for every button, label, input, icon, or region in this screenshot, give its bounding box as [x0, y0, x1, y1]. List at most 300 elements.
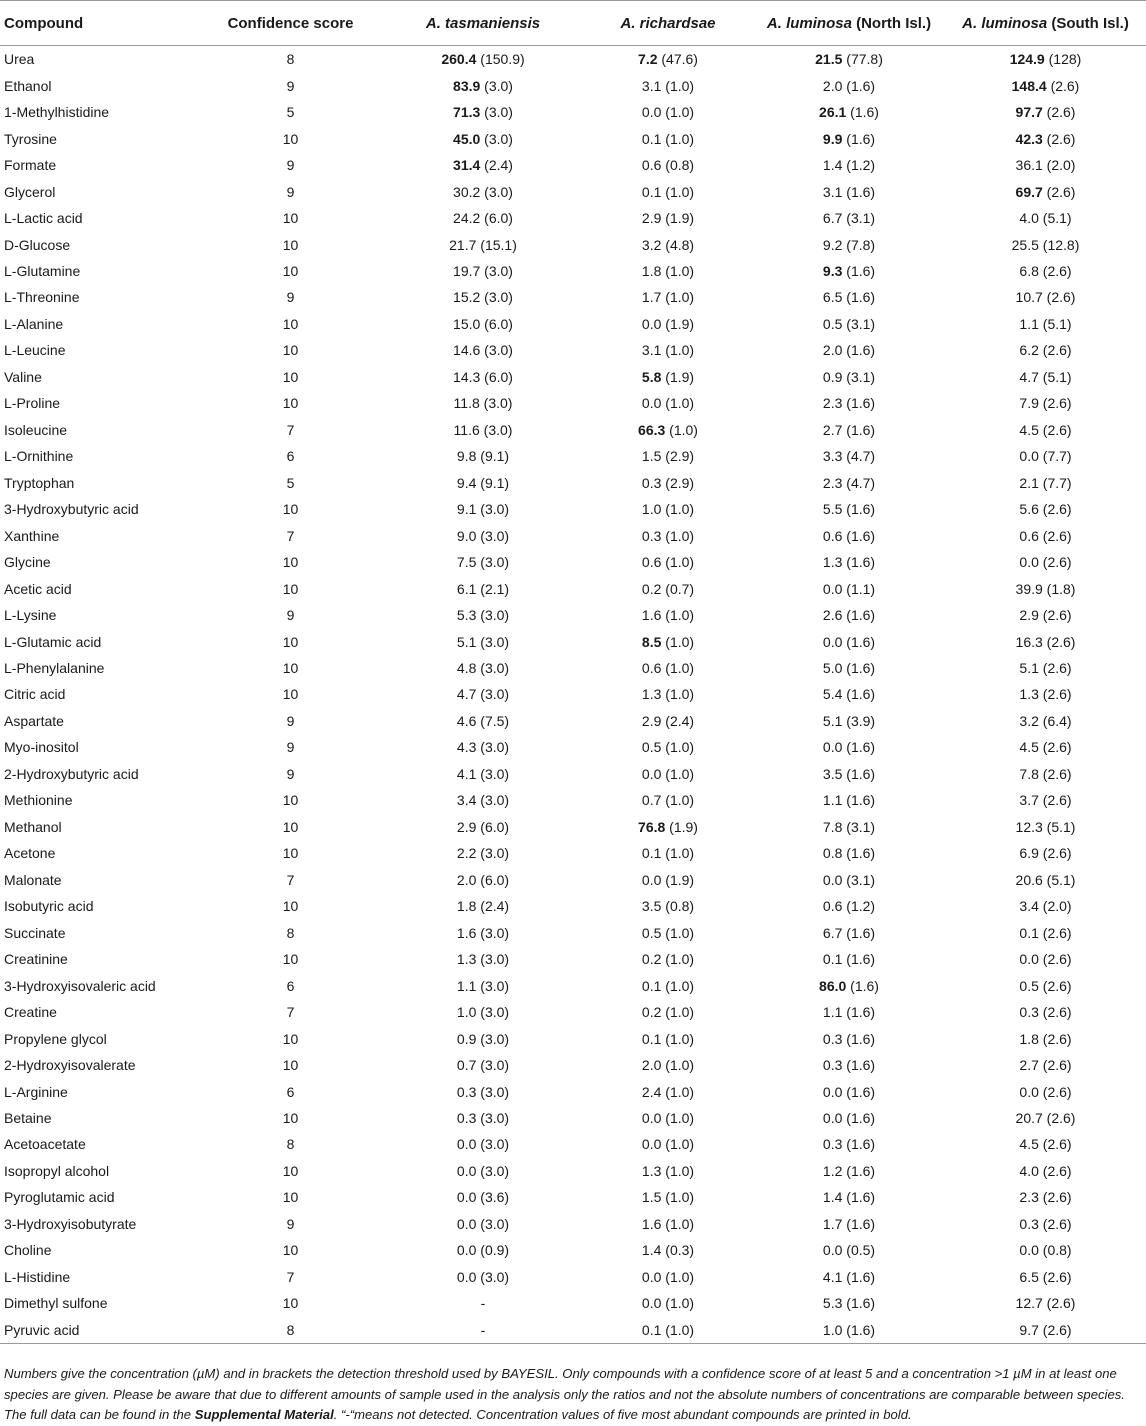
luminosa-north-value — [753, 893, 945, 919]
detection-threshold: (1.0) — [669, 421, 698, 438]
luminosa-south-value — [945, 946, 1146, 972]
compound-name: Tyrosine — [4, 130, 57, 147]
concentration: 0.1 — [1019, 924, 1039, 941]
luminosa-north-value — [753, 152, 945, 178]
header-compound: Compound — [0, 1, 198, 46]
concentration: 0.0 — [456, 1242, 477, 1259]
luminosa-south-value — [945, 417, 1146, 443]
detection-threshold: (2.6) — [1042, 792, 1072, 809]
concentration: 1.7 — [641, 289, 662, 306]
species-luminosa-south: A. luminosa — [962, 14, 1048, 32]
detection-threshold: (1.0) — [665, 1321, 695, 1338]
table-row — [0, 364, 1146, 390]
detection-threshold: (12.8) — [1042, 236, 1080, 253]
luminosa-south-value — [945, 1264, 1146, 1290]
detection-threshold: (128) — [1048, 51, 1082, 68]
detection-threshold: (5.1) — [1042, 210, 1072, 227]
luminosa-south-value — [945, 1078, 1146, 1104]
richardsae-value — [583, 1184, 753, 1210]
richardsae-value — [583, 390, 753, 416]
detection-threshold: (0.9) — [480, 1242, 510, 1259]
concentration: 69.7 — [1015, 183, 1043, 200]
detection-threshold: (2.6) — [1042, 421, 1072, 438]
concentration: 0.3 — [1019, 1215, 1039, 1232]
detection-threshold: (1.0) — [665, 1189, 695, 1206]
compound-name: L-Phenylalanine — [4, 660, 105, 677]
luminosa-south-value — [945, 178, 1146, 204]
detection-threshold: (3.0) — [480, 633, 510, 650]
detection-threshold: (3.6) — [480, 1189, 510, 1206]
richardsae-value — [583, 125, 753, 151]
luminosa-south-value — [945, 337, 1146, 363]
concentration: 3.3 — [822, 448, 843, 465]
table-row — [0, 46, 1146, 73]
confidence-score: 9 — [286, 712, 295, 729]
richardsae-value — [583, 867, 753, 893]
detection-threshold: (1.0) — [665, 262, 695, 279]
compound-name: Acetone — [4, 845, 56, 862]
concentration: 0.0 — [641, 1136, 662, 1153]
concentration: 12.7 — [1015, 1295, 1043, 1312]
concentration: 0.0 — [641, 315, 662, 332]
luminosa-south-value — [945, 1158, 1146, 1184]
compound-name: Methionine — [4, 792, 73, 809]
detection-threshold: (3.0) — [480, 739, 510, 756]
luminosa-north-value — [753, 390, 945, 416]
confidence-score: 5 — [286, 474, 295, 491]
confidence-score: 7 — [286, 871, 295, 888]
detection-threshold: (1.6) — [846, 395, 876, 412]
detection-threshold: (1.6) — [846, 1109, 876, 1126]
concentration: 1.1 — [822, 1004, 843, 1021]
concentration: 9.8 — [456, 448, 477, 465]
luminosa-north-value — [753, 1317, 945, 1344]
concentration: 1.5 — [641, 448, 662, 465]
luminosa-south-value — [945, 734, 1146, 760]
tasmaniensis-value — [383, 602, 583, 628]
concentration: 6.7 — [822, 924, 843, 941]
confidence-score: 10 — [282, 1109, 299, 1126]
detection-threshold: (2.6) — [1042, 527, 1072, 544]
luminosa-south-value — [945, 1025, 1146, 1051]
luminosa-south-value — [945, 708, 1146, 734]
table-body — [0, 46, 1146, 1344]
concentration: 6.8 — [1019, 262, 1039, 279]
header-luminosa-north — [753, 1, 945, 46]
concentration: 1.1 — [822, 792, 843, 809]
luminosa-north-value — [753, 1211, 945, 1237]
confidence-score: 10 — [282, 395, 299, 412]
compound-name: Choline — [4, 1242, 52, 1259]
table-row — [0, 1052, 1146, 1078]
luminosa-south-value — [945, 1290, 1146, 1316]
tasmaniensis-value — [383, 1078, 583, 1104]
detection-threshold: (0.5) — [846, 1242, 876, 1259]
detection-threshold: (1.0) — [665, 607, 695, 624]
luminosa-north-value — [753, 46, 945, 73]
concentration: 2.0 — [641, 1057, 662, 1074]
detection-threshold: (1.6) — [846, 1189, 876, 1206]
luminosa-north-value — [753, 814, 945, 840]
detection-threshold: (1.6) — [846, 1268, 876, 1285]
concentration: 9.2 — [822, 236, 843, 253]
concentration: 0.0 — [822, 1109, 843, 1126]
tasmaniensis-value — [383, 575, 583, 601]
detection-threshold: (1.1) — [846, 580, 876, 597]
detection-threshold: (3.0) — [484, 77, 513, 94]
richardsae-value — [583, 99, 753, 125]
tasmaniensis-value — [383, 972, 583, 998]
detection-threshold: (1.0) — [665, 1030, 695, 1047]
concentration: 6.5 — [822, 289, 843, 306]
tasmaniensis-value — [383, 1184, 583, 1210]
concentration: 0.0 — [1019, 951, 1039, 968]
concentration: 1.0 — [822, 1321, 843, 1338]
concentration: 2.6 — [822, 607, 843, 624]
detection-threshold: (1.6) — [846, 924, 876, 941]
confidence-score: 10 — [282, 792, 299, 809]
detection-threshold: (2.6) — [1042, 501, 1072, 518]
luminosa-south-value — [945, 840, 1146, 866]
luminosa-south-value — [945, 284, 1146, 310]
concentration: 9.9 — [822, 130, 843, 147]
luminosa-north-value — [753, 602, 945, 628]
concentration: 0.0 — [822, 1242, 843, 1259]
compound-name: Glycerol — [4, 183, 56, 200]
luminosa-north-value — [753, 1025, 945, 1051]
detection-threshold: (2.6) — [1042, 1321, 1072, 1338]
detection-threshold: (1.0) — [665, 1004, 695, 1021]
confidence-score: 5 — [286, 104, 295, 121]
tasmaniensis-value — [383, 311, 583, 337]
detection-threshold: (3.0) — [480, 660, 510, 677]
detection-threshold: (1.6) — [846, 660, 876, 677]
concentration: 0.1 — [822, 951, 843, 968]
concentration: 1.4 — [641, 1242, 662, 1259]
detection-threshold: (2.1) — [480, 580, 510, 597]
tasmaniensis-value — [383, 655, 583, 681]
detection-threshold: (3.1) — [846, 315, 876, 332]
confidence-score: 6 — [286, 1083, 295, 1100]
concentration: 97.7 — [1015, 104, 1043, 121]
luminosa-north-value — [753, 999, 945, 1025]
confidence-score: 10 — [282, 501, 299, 518]
tasmaniensis-value — [383, 1317, 583, 1344]
detection-threshold: (1.0) — [665, 924, 695, 941]
richardsae-value — [583, 205, 753, 231]
luminosa-south-value — [945, 390, 1146, 416]
tasmaniensis-value — [383, 1211, 583, 1237]
table-row — [0, 1237, 1146, 1263]
confidence-score: 9 — [286, 1215, 295, 1232]
detection-threshold: (3.0) — [480, 1030, 510, 1047]
confidence-score: 10 — [282, 1030, 299, 1047]
concentration: 2.0 — [822, 77, 843, 94]
luminosa-north-value — [753, 734, 945, 760]
detection-threshold: (1.6) — [846, 262, 876, 279]
concentration: 1.2 — [822, 1162, 843, 1179]
richardsae-value — [583, 443, 753, 469]
concentration: 6.5 — [1019, 1268, 1039, 1285]
concentration: 86.0 — [819, 977, 847, 994]
richardsae-value — [583, 522, 753, 548]
table-row — [0, 522, 1146, 548]
species-tasmaniensis: A. tasmaniensis — [425, 14, 541, 32]
luminosa-north-value — [753, 787, 945, 813]
confidence-score: 10 — [282, 236, 299, 253]
detection-threshold: (4.8) — [665, 236, 695, 253]
detection-threshold: (1.6) — [846, 1295, 876, 1312]
confidence-score: 9 — [286, 289, 295, 306]
concentration: 6.1 — [456, 580, 477, 597]
concentration: 4.7 — [456, 686, 477, 703]
detection-threshold: (2.4) — [665, 712, 695, 729]
table-row — [0, 708, 1146, 734]
concentration: 0.5 — [641, 739, 662, 756]
detection-threshold: (1.9) — [665, 315, 695, 332]
header-row — [0, 1, 1146, 46]
richardsae-value — [583, 708, 753, 734]
table-row — [0, 1317, 1146, 1344]
detection-threshold: (3.0) — [480, 1109, 510, 1126]
confidence-score: 9 — [286, 77, 295, 94]
luminosa-north-value — [753, 867, 945, 893]
detection-threshold: (6.0) — [484, 315, 513, 332]
luminosa-north-value — [753, 628, 945, 654]
detection-threshold: (3.0) — [480, 1268, 510, 1285]
concentration: 0.8 — [822, 845, 843, 862]
concentration: 9.0 — [456, 527, 477, 544]
detection-threshold: (1.6) — [846, 1004, 876, 1021]
concentration: 7.5 — [456, 554, 477, 571]
richardsae-value — [583, 761, 753, 787]
confidence-score: 10 — [282, 130, 299, 147]
concentration: 0.6 — [1019, 527, 1039, 544]
detection-threshold: (5.1) — [1042, 315, 1072, 332]
detection-threshold: (2.6) — [1042, 262, 1072, 279]
concentration: 0.0 — [456, 1162, 477, 1179]
detection-threshold: (0.8) — [1042, 1242, 1072, 1259]
richardsae-value — [583, 602, 753, 628]
confidence-score: 6 — [286, 448, 295, 465]
table-row — [0, 1184, 1146, 1210]
tasmaniensis-value — [383, 1105, 583, 1131]
confidence-score: 10 — [282, 633, 299, 650]
compound-name: Isoleucine — [4, 421, 68, 438]
concentration: 0.3 — [822, 1030, 843, 1047]
tasmaniensis-value — [383, 284, 583, 310]
concentration: 0.0 — [641, 1109, 662, 1126]
luminosa-south-value — [945, 575, 1146, 601]
concentration: 5.4 — [822, 686, 843, 703]
detection-threshold: (3.0) — [484, 262, 513, 279]
compound-name: Glycine — [4, 554, 51, 571]
location-north: (North Isl.) — [856, 14, 932, 32]
detection-threshold: (7.7) — [1042, 448, 1072, 465]
detection-threshold: (6.0) — [480, 871, 510, 888]
luminosa-north-value — [753, 919, 945, 945]
compound-name: Xanthine — [4, 527, 60, 544]
concentration: 0.0 — [456, 1189, 477, 1206]
richardsae-value — [583, 946, 753, 972]
compound-name: L-Glutamic acid — [4, 633, 102, 650]
compound-name: Pyroglutamic acid — [4, 1189, 115, 1206]
luminosa-south-value — [945, 814, 1146, 840]
richardsae-value — [583, 311, 753, 337]
concentration: 4.0 — [1019, 210, 1039, 227]
detection-threshold: (7.5) — [480, 712, 510, 729]
concentration: 3.7 — [1019, 792, 1039, 809]
table-row — [0, 470, 1146, 496]
detection-threshold: (1.0) — [665, 633, 695, 650]
detection-threshold: (1.6) — [846, 527, 876, 544]
tasmaniensis-value — [383, 1025, 583, 1051]
detection-threshold: (1.6) — [846, 421, 876, 438]
concentration: 1.1 — [1019, 315, 1039, 332]
detection-threshold: (3.0) — [480, 554, 510, 571]
richardsae-value — [583, 152, 753, 178]
concentration: 0.0 — [822, 871, 843, 888]
luminosa-north-value — [753, 761, 945, 787]
detection-threshold: (2.6) — [1042, 977, 1072, 994]
concentration: 5.3 — [456, 607, 477, 624]
confidence-score: 9 — [286, 157, 295, 174]
concentration: 7.2 — [638, 51, 658, 68]
concentration: 9.3 — [822, 262, 843, 279]
tasmaniensis-value — [383, 999, 583, 1025]
confidence-score: 10 — [282, 580, 299, 597]
concentration: 7.8 — [822, 818, 843, 835]
luminosa-south-value — [945, 1237, 1146, 1263]
concentration: 3.5 — [822, 765, 843, 782]
luminosa-south-value — [945, 205, 1146, 231]
concentration: 4.5 — [1019, 739, 1039, 756]
richardsae-value — [583, 417, 753, 443]
detection-threshold: (3.0) — [480, 501, 510, 518]
detection-threshold: (3.0) — [480, 765, 510, 782]
concentration: 4.6 — [456, 712, 477, 729]
detection-threshold: (2.0) — [1046, 157, 1076, 174]
detection-threshold: (1.0) — [665, 1162, 695, 1179]
detection-threshold: (1.0) — [665, 845, 695, 862]
table-row — [0, 258, 1146, 284]
detection-threshold: (3.0) — [480, 924, 510, 941]
concentration: 4.1 — [456, 765, 477, 782]
richardsae-value — [583, 1078, 753, 1104]
concentration: 12.3 — [1015, 818, 1043, 835]
tasmaniensis-value — [383, 840, 583, 866]
detection-threshold: (3.0) — [480, 1057, 510, 1074]
confidence-score: 10 — [282, 1162, 299, 1179]
tasmaniensis-value — [383, 734, 583, 760]
luminosa-north-value — [753, 575, 945, 601]
compound-name: L-Glutamine — [4, 262, 81, 279]
detection-threshold: (1.6) — [846, 342, 876, 359]
table-row — [0, 946, 1146, 972]
confidence-score: 6 — [286, 977, 295, 994]
compound-name: Betaine — [4, 1109, 52, 1126]
tasmaniensis-value — [383, 708, 583, 734]
concentration: 4.0 — [1019, 1162, 1039, 1179]
compound-name: Myo-inositol — [4, 739, 79, 756]
detection-threshold: (1.0) — [665, 1215, 695, 1232]
luminosa-south-value — [945, 628, 1146, 654]
concentration: 0.0 — [822, 1083, 843, 1100]
table-row — [0, 231, 1146, 257]
detection-threshold: (1.0) — [665, 1268, 695, 1285]
detection-threshold: (2.6) — [1042, 1215, 1072, 1232]
luminosa-north-value — [753, 258, 945, 284]
table-row — [0, 972, 1146, 998]
detection-threshold: (1.6) — [846, 951, 876, 968]
confidence-score: 7 — [286, 1004, 295, 1021]
concentration: 71.3 — [453, 104, 481, 121]
concentration: 2.0 — [822, 342, 843, 359]
concentration: 36.1 — [1015, 157, 1043, 174]
concentration: 30.2 — [453, 183, 481, 200]
luminosa-south-value — [945, 602, 1146, 628]
detection-threshold: (1.6) — [846, 607, 876, 624]
compound-name: Ethanol — [4, 77, 52, 94]
tasmaniensis-value — [383, 337, 583, 363]
table-footnote — [4, 1364, 1142, 1426]
tasmaniensis-value — [383, 258, 583, 284]
compound-name: Dimethyl sulfone — [4, 1295, 108, 1312]
tasmaniensis-value — [383, 99, 583, 125]
detection-threshold: (3.0) — [480, 1215, 510, 1232]
detection-threshold: (150.9) — [480, 51, 525, 68]
compound-name: L-Lysine — [4, 607, 57, 624]
detection-threshold: (1.9) — [665, 368, 695, 385]
concentration: 20.7 — [1015, 1109, 1043, 1126]
concentration: 0.0 — [641, 1295, 662, 1312]
detection-threshold: (1.6) — [846, 1030, 876, 1047]
detection-threshold: (6.0) — [484, 368, 513, 385]
luminosa-north-value — [753, 205, 945, 231]
detection-threshold: (3.0) — [484, 130, 513, 147]
luminosa-north-value — [753, 840, 945, 866]
compound-name: L-Threonine — [4, 289, 80, 306]
detection-threshold: (9.1) — [480, 448, 510, 465]
tasmaniensis-value — [383, 522, 583, 548]
detection-threshold: (3.0) — [484, 289, 513, 306]
detection-threshold: (3.9) — [846, 712, 876, 729]
tasmaniensis-value — [383, 364, 583, 390]
luminosa-north-value — [753, 681, 945, 707]
concentration: 1.3 — [1019, 686, 1039, 703]
concentration: 0.5 — [1019, 977, 1039, 994]
compound-name: Valine — [4, 368, 42, 385]
detection-threshold: (1.6) — [846, 792, 876, 809]
detection-threshold: (1.0) — [665, 183, 695, 200]
detection-threshold: (3.0) — [483, 421, 513, 438]
detection-threshold: (1.9) — [669, 818, 698, 835]
tasmaniensis-value — [383, 893, 583, 919]
confidence-score: 10 — [282, 686, 299, 703]
detection-threshold: (3.0) — [480, 527, 510, 544]
concentration: 0.3 — [456, 1109, 477, 1126]
detection-threshold: (1.6) — [850, 104, 879, 121]
tasmaniensis-value — [383, 1052, 583, 1078]
detection-threshold: (2.6) — [1046, 1109, 1076, 1126]
detection-threshold: (2.6) — [1042, 686, 1072, 703]
detection-threshold: (3.1) — [846, 818, 876, 835]
detection-threshold: (1.0) — [665, 104, 695, 121]
concentration: 0.3 — [822, 1136, 843, 1153]
detection-threshold: (1.0) — [665, 1083, 695, 1100]
footnote-text: Numbers give the concentration (µM) and in brackets the detection threshold used by BAYESIL. Only compounds with a confidence score of at least 5 and a concentration >1 µM in at least one species are given. Please be aware that due to different amounts of sample used in the analysis only the ratios and not the absolute numbers of concentrations are comparable between species. The full data can be found in the — [4, 1366, 1125, 1422]
compound-name: L-Arginine — [4, 1083, 68, 1100]
